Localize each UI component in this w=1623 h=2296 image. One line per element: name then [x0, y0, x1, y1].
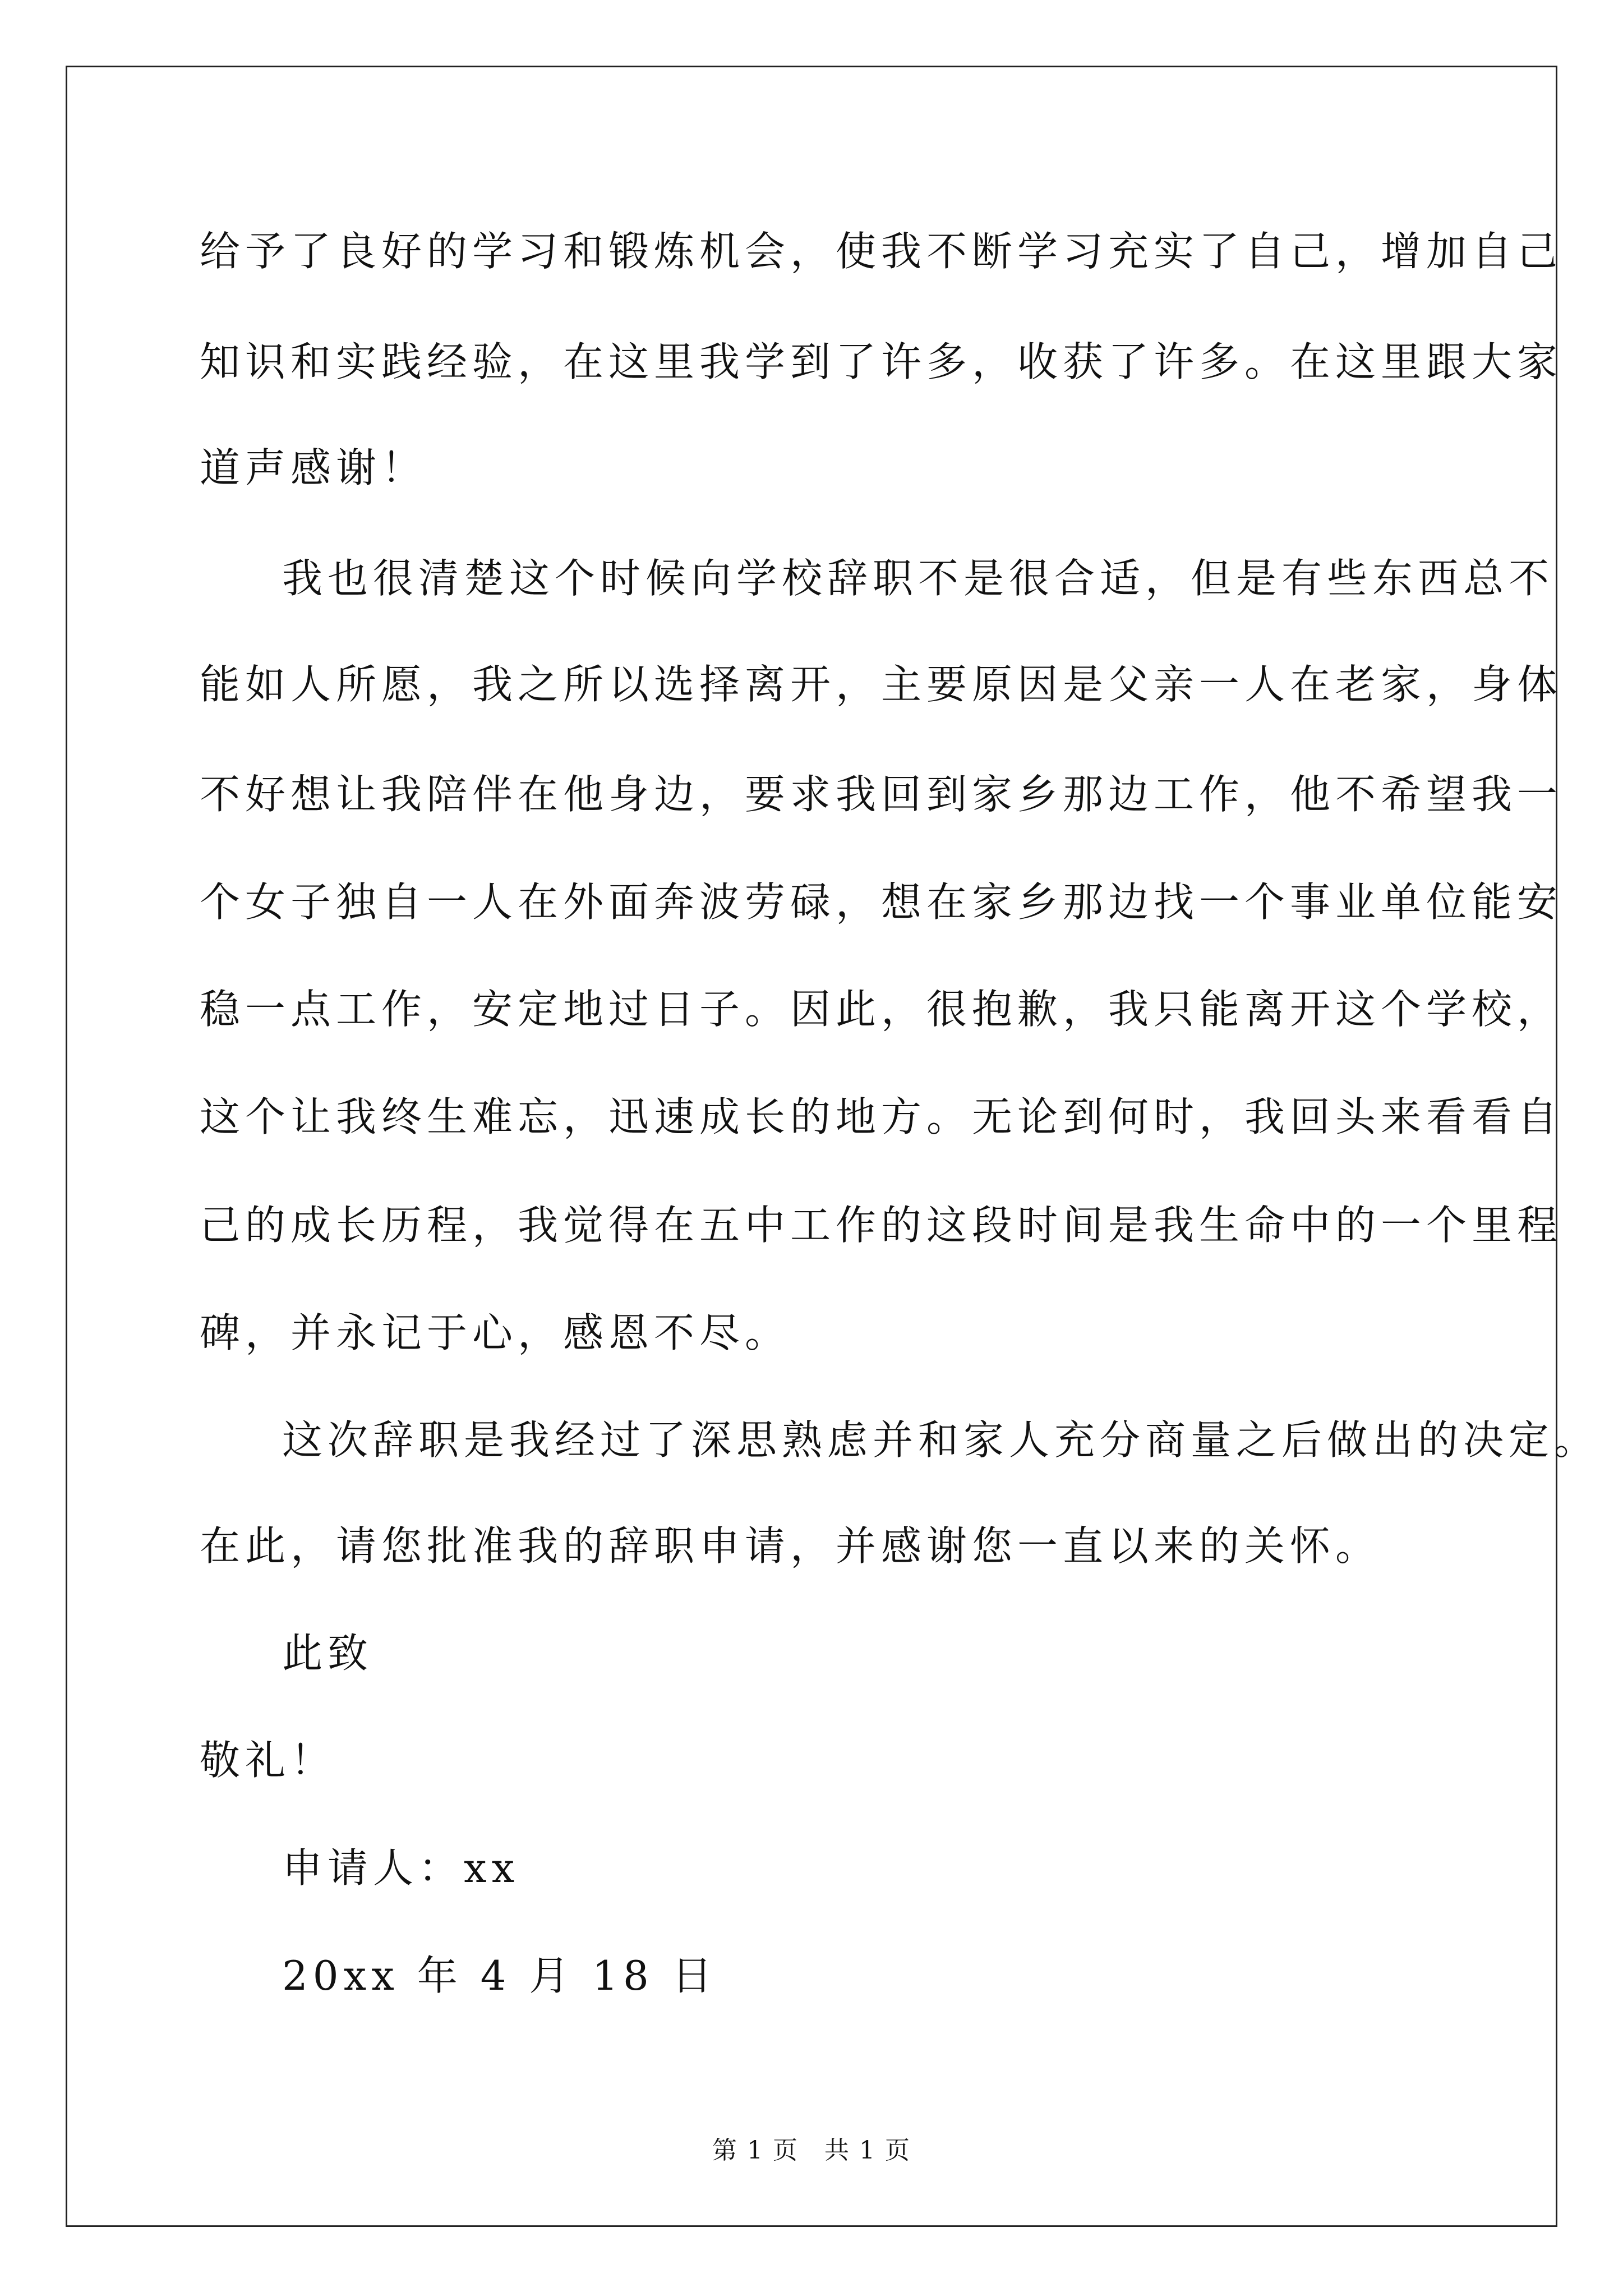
body-line-13: 在此，请您批准我的辞职申请，并感谢您一直以来的关怀。 [200, 1522, 1381, 1570]
body-line-7: 个女子独自一人在外面奔波劳碌，想在家乡那边找一个事业单位能安 [200, 878, 1563, 926]
body-line-3: 道声感谢！ [200, 444, 427, 491]
body-line-12: 这次辞职是我经过了深思熟虑并和家人充分商量之后做出的决定。 [282, 1416, 1600, 1464]
applicant-signature: 申请人：xx [282, 1844, 520, 1892]
body-line-11: 碑，并永记于心，感恩不尽。 [200, 1309, 791, 1356]
body-line-2: 知识和实践经验，在这里我学到了许多，收获了许多。在这里跟大家 [200, 338, 1563, 385]
closing-salutation: 此致 [282, 1630, 374, 1677]
closing-regards: 敬礼！ [200, 1737, 336, 1784]
letter-date: 20xx 年 4 月 18 日 [282, 1952, 717, 1999]
body-line-10: 己的成长历程，我觉得在五中工作的这段时间是我生命中的一个里程 [200, 1202, 1563, 1249]
body-line-6: 不好想让我陪伴在他身边，要求我回到家乡那边工作，他不希望我一 [200, 771, 1563, 818]
body-line-1: 给予了良好的学习和锻炼机会，使我不断学习充实了自己，增加自己 [200, 228, 1563, 275]
body-line-9: 这个让我终生难忘，迅速成长的地方。无论到何时，我回头来看看自 [200, 1093, 1563, 1140]
body-line-5: 能如人所愿，我之所以选择离开，主要原因是父亲一人在老家，身体 [200, 661, 1563, 708]
body-line-8: 稳一点工作，安定地过日子。因此，很抱歉，我只能离开这个学校， [200, 986, 1563, 1033]
page-footer: 第 1 页 共 1 页 [712, 2136, 911, 2165]
body-line-4: 我也很清楚这个时候向学校辞职不是很合适，但是有些东西总不 [282, 555, 1555, 602]
page-border [66, 66, 1557, 2227]
